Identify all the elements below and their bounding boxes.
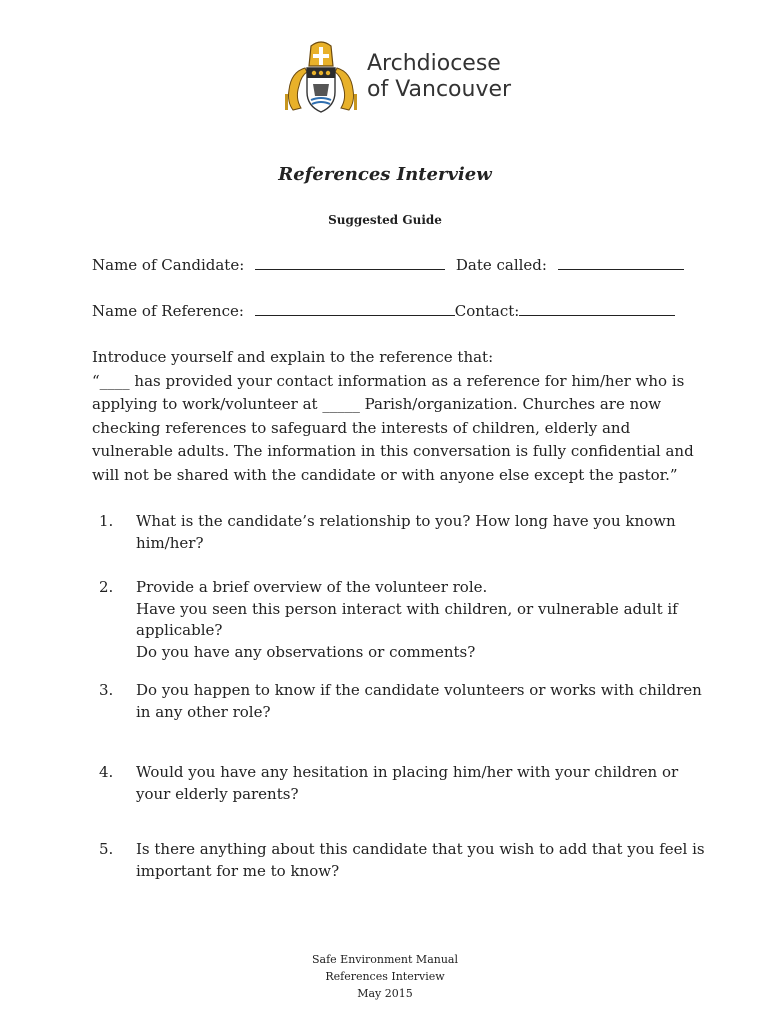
footer-date: May 2015 — [357, 987, 413, 1000]
coat-of-arms-icon — [283, 38, 359, 116]
question-number: 3. — [99, 681, 114, 699]
question-text: Is there anything about this candidate that you wish to add that you feel is important for me to know? — [136, 840, 705, 880]
question-3 — [99, 680, 709, 723]
date-called-label: Date called: — [455, 256, 547, 274]
question-number: 5. — [99, 840, 114, 858]
question-1 — [99, 511, 709, 554]
candidate-label: Name of Candidate: — [92, 256, 245, 274]
archdiocese-logo — [283, 38, 511, 116]
page-footer — [0, 951, 770, 1002]
org-name-line2: of Vancouver — [367, 77, 512, 102]
contact-field[interactable] — [519, 300, 675, 316]
reference-row — [92, 300, 675, 320]
org-name-line1: Archdiocese — [367, 51, 501, 76]
question-number: 1. — [99, 512, 114, 530]
question-number: 4. — [99, 763, 114, 781]
reference-label: Name of Reference: — [92, 302, 244, 320]
question-text: Would you have any hesitation in placing him/her with your children or your elderly parents? — [136, 763, 679, 803]
question-text: What is the candidate’s relationship to you? How long have you known him/her? — [136, 512, 676, 552]
question-2-line3: Do you have any observations or comments? — [136, 642, 476, 661]
contact-label: Contact: — [454, 302, 520, 320]
footer-doc-title: References Interview — [325, 970, 445, 983]
question-2 — [99, 577, 709, 663]
question-text — [136, 577, 709, 663]
question-text: Do you happen to know if the candidate volunteers or works with children in any other role? — [136, 681, 702, 721]
footer-manual: Safe Environment Manual — [312, 953, 458, 966]
question-number: 2. — [99, 578, 114, 596]
org-name — [367, 51, 511, 103]
document-title: References Interview — [278, 164, 492, 185]
question-5 — [99, 839, 709, 882]
date-called-field[interactable] — [558, 254, 684, 270]
question-2-line2: Have you seen this person interact with children, or vulnerable adult if applicable? — [136, 599, 678, 639]
candidate-row — [92, 254, 684, 274]
question-2-line1: Provide a brief overview of the volunteer role. — [136, 578, 488, 596]
intro-quote: “____ has provided your contact information as a reference for him/her who is applying to work/volunteer at _____ Parish/organization. Churches are now checking references to safeguard the interests of children, elderly and vulnerable adults. The information in this conversation is fully confidential and will not be shared with the candidate or with anyone else except the pastor.” — [92, 371, 694, 484]
document-subtitle: Suggested Guide — [328, 213, 442, 227]
reference-name-field[interactable] — [255, 300, 455, 316]
intro-paragraph — [92, 346, 704, 487]
candidate-name-field[interactable] — [255, 254, 445, 270]
question-4 — [99, 762, 709, 805]
intro-instruction: Introduce yourself and explain to the reference that: — [92, 348, 494, 366]
